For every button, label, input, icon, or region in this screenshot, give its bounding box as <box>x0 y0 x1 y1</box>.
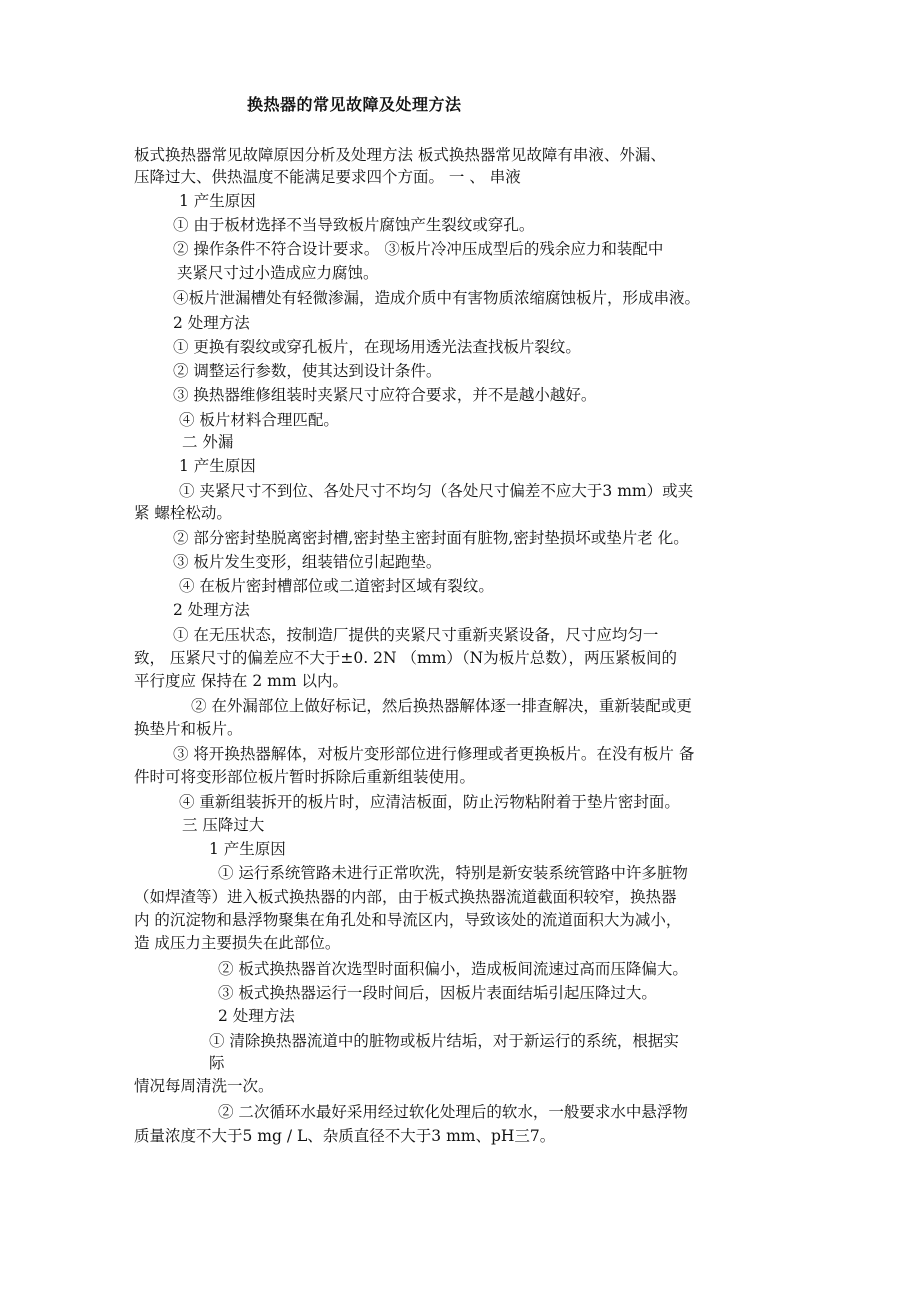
text-line: ② 调整运行参数，使其达到设计条件。 <box>173 362 442 380</box>
text-line: 二 外漏 <box>182 433 234 451</box>
text-line: 2 处理方法 <box>173 601 250 619</box>
text-line: 换垫片和板片。 <box>134 720 243 738</box>
text-line: 板式换热器常见故障原因分析及处理方法 板式换热器常见故障有串液、外漏、 <box>134 146 666 164</box>
text-line: 情况每周清洗一次。 <box>134 1077 274 1095</box>
text-line: 压降过大、供热温度不能满足要求四个方面。 一 、 串液 <box>134 168 521 186</box>
text-line: 内 的沉淀物和悬浮物聚集在角孔处和导流区内，导致该处的流道面积大为减小， <box>134 911 682 929</box>
text-line: 际 <box>209 1054 225 1072</box>
text-line: 1 产生原因 <box>179 457 256 475</box>
text-line: 造 成压力主要损失在此部位。 <box>134 934 341 952</box>
text-line: 三 压降过大 <box>182 816 265 834</box>
text-line: 1 产生原因 <box>179 192 256 210</box>
text-line: 件时可将变形部位板片暂时拆除后重新组装使用。 <box>134 768 476 786</box>
text-line: 致， 压紧尺寸的偏差应不大于±0. 2N （mm）（N为板片总数），两压紧板间的 <box>134 649 677 667</box>
text-line: ① 在无压状态，按制造厂提供的夹紧尺寸重新夹紧设备，尺寸应均匀一 <box>173 626 659 644</box>
text-line: 紧 螺栓松动。 <box>134 504 232 522</box>
text-line: ② 二次循环水最好采用经过软化处理后的软水，一般要求水中悬浮物 <box>218 1103 688 1121</box>
text-line: ① 由于板材选择不当导致板片腐蚀产生裂纹或穿孔。 <box>173 216 535 234</box>
text-line: ① 更换有裂纹或穿孔板片，在现场用透光法查找板片裂纹。 <box>173 338 581 356</box>
text-line: ④板片泄漏槽处有轻微渗漏，造成介质中有害物质浓缩腐蚀板片，形成串液。 <box>173 289 701 307</box>
text-line: ② 操作条件不符合设计要求。 ③板片冷冲压成型后的残余应力和装配中 <box>173 240 664 258</box>
text-line: 夹紧尺寸过小造成应力腐蚀。 <box>177 264 379 282</box>
text-line: ③ 板片发生变形，组装错位引起跑垫。 <box>173 553 442 571</box>
text-line: ① 夹紧尺寸不到位、各处尺寸不均匀（各处尺寸偏差不应大于3 mm）或夹 <box>179 482 694 500</box>
text-line: ④ 在板片密封槽部位或二道密封区域有裂纹。 <box>179 577 494 595</box>
document-title: 换热器的常见故障及处理方法 <box>247 95 462 114</box>
text-line: ③ 换热器维修组装时夹紧尺寸应符合要求，并不是越小越好。 <box>173 386 597 404</box>
text-line: ③ 板式换热器运行一段时间后，因板片表面结垢引起压降过大。 <box>218 984 657 1002</box>
text-line: ① 运行系统管路未进行正常吹洗，特别是新安装系统管路中许多脏物 <box>218 864 688 882</box>
text-line: 2 处理方法 <box>218 1007 295 1025</box>
text-line: ④ 板片材料合理匹配。 <box>179 411 339 429</box>
text-line: 1 产生原因 <box>209 840 286 858</box>
text-line: ② 部分密封垫脱离密封槽,密封垫主密封面有脏物,密封垫损坏或垫片老 化。 <box>173 529 689 547</box>
text-line: （如焊渣等）进入板式换热器的内部，由于板式换热器流道截面积较窄，换热器 <box>134 888 677 906</box>
text-line: ② 板式换热器首次选型时面积偏小，造成板间流速过高而压降偏大。 <box>218 960 688 978</box>
text-line: 平行度应 保持在 2 mm 以内。 <box>134 672 348 690</box>
text-line: ① 清除换热器流道中的脏物或板片结垢，对于新运行的系统，根据实 <box>209 1032 679 1050</box>
text-line: 2 处理方法 <box>173 314 250 332</box>
text-line: ④ 重新组装拆开的板片时，应清洁板面，防止污物粘附着于垫片密封面。 <box>179 793 680 811</box>
text-line: 质量浓度不大于5 mg / L、杂质直径不大于3 mm、pH三7。 <box>134 1127 556 1145</box>
text-line: ② 在外漏部位上做好标记，然后换热器解体逐一排查解决，重新装配或更 <box>191 697 692 715</box>
text-line: ③ 将开换热器解体，对板片变形部位进行修理或者更换板片。在没有板片 备 <box>173 745 695 763</box>
